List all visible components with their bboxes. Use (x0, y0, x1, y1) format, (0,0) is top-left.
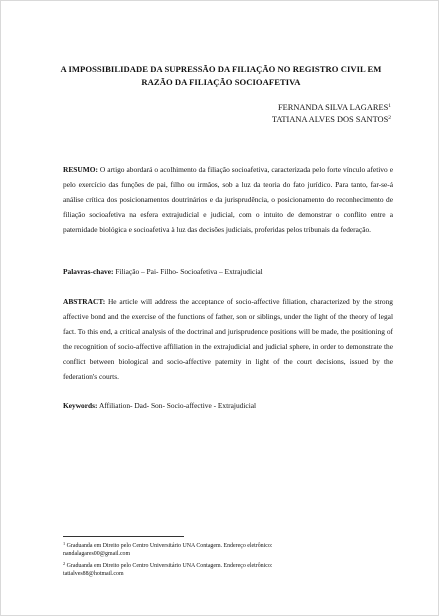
author-list (272, 101, 391, 125)
footnote-text: Graduanda em Direito pelo Centro Universitário UNA Contagem. Endereço eletrônico: (66, 543, 273, 549)
keywords-label: Keywords: (63, 401, 98, 410)
resumo-text: O artigo abordará o acolhimento da filiação socioafetiva, caracterizada pelo forte vínculo afetivo e pelo exercício das funções de pai, filho ou irmãos, sob a luz da teoria do fato jurídico. Para tanto, far-se-á análise crítica dos posicionamentos doutrinários e da jurisprudência, o posicionamento do reconhecimento de filiação socioafetiva na esfera extrajudicial e judicial, com o intuito de demonstrar o conflito entre a paternidade biológica e socioafetiva à luz das decisões judiciais, proferidas pelos tribunais da federação. (63, 165, 393, 234)
footnote-email: tatialves88@hotmail.com (63, 571, 124, 578)
resumo-label: RESUMO: (63, 165, 98, 174)
author-name: FERNANDA SILVA LAGARES (277, 103, 389, 112)
footnote-mark: 1 (63, 541, 66, 546)
abstract-paragraph (63, 294, 393, 384)
abstract-text: He article will address the acceptance of socio-affective filiation, characterized by the strong affective bond and the exercise of the functions of father, son or siblings, under the light of the theory of legal fact. To this end, a critical analysis of the doctrinal and jurisprudence positions will be made, the positioning of the recognition of socio-affective affiliation in the extrajudicial and judicial sphere, in order to demonstrate the conflict between biological and socio-affective paternity in light of the court decisions, issued by the federation's courts. (63, 297, 393, 381)
palavras-chave-text: Filiação – Pai- Filho- Socioafetiva – Extrajudicial (115, 267, 263, 276)
author-1 (272, 101, 391, 113)
footnote-1 (63, 540, 393, 558)
footnote-text: Graduanda em Direito pelo Centro Universitário UNA Contagem. Endereço eletrônico: (66, 563, 273, 569)
palavras-chave-paragraph (63, 264, 393, 279)
paper-title: A IMPOSSIBILIDADE DA SUPRESSÃO DA FILIAÇÃO NO REGISTRO CIVIL EM RAZÃO DA FILIAÇÃO SOCIOAFETIVA (60, 64, 382, 87)
abstract-label: ABSTRACT: (63, 297, 106, 306)
keywords-paragraph (63, 398, 393, 413)
footnote-line (63, 560, 393, 570)
footnote-line (63, 540, 393, 550)
footnote-2 (63, 560, 393, 578)
footnote-divider (63, 536, 184, 537)
resumo-paragraph (63, 162, 393, 237)
author-name: TATIANA ALVES DOS SANTOS (271, 115, 389, 124)
palavras-chave-label: Palavras-chave: (63, 267, 114, 276)
footnote-ref: 1 (388, 103, 391, 109)
footnote-email: nandalagares00@gmail.com (63, 551, 131, 558)
footnote-mark: 2 (63, 561, 66, 566)
keywords-text: Affiliation- Dad- Son- Socio-affective - Extrajudicial (98, 401, 257, 410)
author-2 (272, 113, 391, 125)
footnote-ref: 2 (388, 115, 391, 121)
